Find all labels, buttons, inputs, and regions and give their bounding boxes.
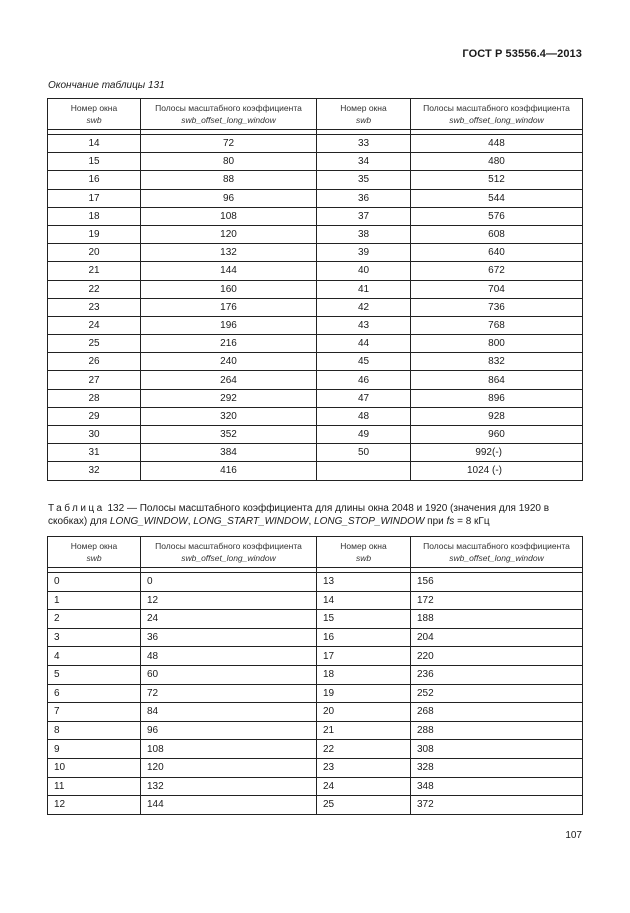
table-cell: 308 xyxy=(411,740,583,759)
table-cell: 32 xyxy=(48,462,141,480)
table-132 xyxy=(47,536,583,815)
table-cell: 23 xyxy=(48,298,141,316)
table-cell: 40 xyxy=(317,262,411,280)
table-132-caption: Таблица 132 — Полосы масштабного коэффициента для длины окна 2048 и 1920 (значения для 1920 в скобках) для LONG_WINDOW, LONG_START_WINDOW, LONG_STOP_WINDOW при fs = 8 кГц xyxy=(48,503,550,527)
table-cell: 25 xyxy=(48,335,141,353)
table-cell: 27 xyxy=(48,371,141,389)
table-cell: 172 xyxy=(411,591,583,610)
table-cell: 15 xyxy=(48,153,141,171)
table-row xyxy=(48,171,583,189)
table-cell: 768 xyxy=(411,316,583,334)
table-cell: 36 xyxy=(141,628,317,647)
table-cell: 22 xyxy=(48,280,141,298)
column-header: Номер окна swb xyxy=(48,537,141,568)
table-cell: 12 xyxy=(141,591,317,610)
table-cell: 992(-) xyxy=(411,444,583,462)
table-cell: 16 xyxy=(48,171,141,189)
table-cell: 96 xyxy=(141,721,317,740)
table-row xyxy=(48,298,583,316)
table-cell: 204 xyxy=(411,628,583,647)
table-cell: 372 xyxy=(411,796,583,815)
table-row xyxy=(48,740,583,759)
table-cell: 30 xyxy=(48,426,141,444)
table-cell: 41 xyxy=(317,280,411,298)
table-cell: 960 xyxy=(411,426,583,444)
table-131 xyxy=(47,98,583,481)
table-cell: 46 xyxy=(317,371,411,389)
column-header: Номер окна swb xyxy=(48,99,141,130)
table-cell: 144 xyxy=(141,262,317,280)
table-cell: 576 xyxy=(411,207,583,225)
table-cell: 320 xyxy=(141,407,317,425)
table-cell: 44 xyxy=(317,335,411,353)
table-cell: 34 xyxy=(317,153,411,171)
table-row xyxy=(48,665,583,684)
table-cell: 42 xyxy=(317,298,411,316)
table-cell: 896 xyxy=(411,389,583,407)
table-cell: 176 xyxy=(141,298,317,316)
table-cell: 20 xyxy=(48,244,141,262)
table-cell: 21 xyxy=(48,262,141,280)
table-cell: 24 xyxy=(317,777,411,796)
table-cell: 31 xyxy=(48,444,141,462)
table-cell: 8 xyxy=(48,721,141,740)
table-cell: 5 xyxy=(48,665,141,684)
table-cell: 33 xyxy=(317,135,411,153)
table-row xyxy=(48,335,583,353)
table-cell: 48 xyxy=(317,407,411,425)
table-cell: 25 xyxy=(317,796,411,815)
table-row xyxy=(48,796,583,815)
table-cell: 672 xyxy=(411,262,583,280)
table-cell: 26 xyxy=(48,353,141,371)
table-cell: 512 xyxy=(411,171,583,189)
table-cell: 236 xyxy=(411,665,583,684)
table-cell: 84 xyxy=(141,703,317,722)
table-cell: 108 xyxy=(141,207,317,225)
table-cell: 28 xyxy=(48,389,141,407)
table-cell: 11 xyxy=(48,777,141,796)
table-cell: 480 xyxy=(411,153,583,171)
table-cell: 132 xyxy=(141,777,317,796)
column-header: Полосы масштабного коэффициента swb_offset_long_window xyxy=(141,537,317,568)
table-row xyxy=(48,189,583,207)
column-header: Номер окна swb xyxy=(317,537,411,568)
table-cell: 43 xyxy=(317,316,411,334)
table-cell: 348 xyxy=(411,777,583,796)
table-cell: 9 xyxy=(48,740,141,759)
table-cell: 120 xyxy=(141,225,317,243)
table-row xyxy=(48,628,583,647)
table-cell xyxy=(317,462,411,480)
table-131-body xyxy=(48,130,583,481)
table-cell: 14 xyxy=(48,135,141,153)
table-131-caption: Окончание таблицы 131 xyxy=(48,80,165,91)
table-cell: 18 xyxy=(317,665,411,684)
table-cell: 800 xyxy=(411,335,583,353)
page-number: 107 xyxy=(565,830,582,841)
table-cell: 928 xyxy=(411,407,583,425)
table-cell: 36 xyxy=(317,189,411,207)
table-row xyxy=(48,389,583,407)
table-cell: 120 xyxy=(141,758,317,777)
table-cell: 252 xyxy=(411,684,583,703)
table-row xyxy=(48,758,583,777)
table-row xyxy=(48,280,583,298)
column-header: Номер окна swb xyxy=(317,99,411,130)
table-cell: 6 xyxy=(48,684,141,703)
table-cell: 23 xyxy=(317,758,411,777)
table-cell: 108 xyxy=(141,740,317,759)
table-row xyxy=(48,462,583,480)
table-cell: 20 xyxy=(317,703,411,722)
table-row xyxy=(48,244,583,262)
table-cell: 2 xyxy=(48,610,141,629)
table-cell: 17 xyxy=(317,647,411,666)
table-row xyxy=(48,591,583,610)
table-row xyxy=(48,371,583,389)
table-row xyxy=(48,573,583,592)
table-cell: 12 xyxy=(48,796,141,815)
table-cell: 240 xyxy=(141,353,317,371)
table-cell: 19 xyxy=(48,225,141,243)
table-cell: 220 xyxy=(411,647,583,666)
table-cell: 384 xyxy=(141,444,317,462)
table-cell: 60 xyxy=(141,665,317,684)
table-cell: 96 xyxy=(141,189,317,207)
document-id: ГОСТ Р 53556.4—2013 xyxy=(462,48,582,60)
table-cell: 39 xyxy=(317,244,411,262)
table-cell: 736 xyxy=(411,298,583,316)
table-cell: 608 xyxy=(411,225,583,243)
table-row xyxy=(48,610,583,629)
table-cell: 45 xyxy=(317,353,411,371)
table-cell: 88 xyxy=(141,171,317,189)
table-row xyxy=(48,407,583,425)
table-132-body xyxy=(48,568,583,815)
table-cell: 288 xyxy=(411,721,583,740)
table-row xyxy=(48,316,583,334)
table-cell: 1024 (-) xyxy=(411,462,583,480)
table-row xyxy=(48,353,583,371)
table-row xyxy=(48,647,583,666)
table-row xyxy=(48,262,583,280)
table-cell: 640 xyxy=(411,244,583,262)
table-cell: 216 xyxy=(141,335,317,353)
table-cell: 544 xyxy=(411,189,583,207)
table-cell: 35 xyxy=(317,171,411,189)
table-cell: 832 xyxy=(411,353,583,371)
table-cell: 72 xyxy=(141,684,317,703)
column-header: Полосы масштабного коэффициента swb_offset_long_window xyxy=(411,537,583,568)
table-cell: 72 xyxy=(141,135,317,153)
table-cell: 1 xyxy=(48,591,141,610)
table-cell: 47 xyxy=(317,389,411,407)
table-row xyxy=(48,444,583,462)
table-cell: 188 xyxy=(411,610,583,629)
table-cell: 10 xyxy=(48,758,141,777)
table-cell: 49 xyxy=(317,426,411,444)
table-row xyxy=(48,135,583,153)
table-cell: 268 xyxy=(411,703,583,722)
table-cell: 132 xyxy=(141,244,317,262)
table-cell: 48 xyxy=(141,647,317,666)
table-cell: 38 xyxy=(317,225,411,243)
table-row xyxy=(48,721,583,740)
table-cell: 50 xyxy=(317,444,411,462)
table-cell: 704 xyxy=(411,280,583,298)
table-cell: 29 xyxy=(48,407,141,425)
table-cell: 264 xyxy=(141,371,317,389)
table-cell: 328 xyxy=(411,758,583,777)
table-cell: 3 xyxy=(48,628,141,647)
table-cell: 15 xyxy=(317,610,411,629)
table-row xyxy=(48,703,583,722)
table-cell: 24 xyxy=(48,316,141,334)
table-row xyxy=(48,426,583,444)
table-cell: 37 xyxy=(317,207,411,225)
table-cell: 0 xyxy=(48,573,141,592)
table-cell: 14 xyxy=(317,591,411,610)
table-cell: 18 xyxy=(48,207,141,225)
column-header: Полосы масштабного коэффициента swb_offset_long_window xyxy=(141,99,317,130)
column-header: Полосы масштабного коэффициента swb_offset_long_window xyxy=(411,99,583,130)
table-cell: 416 xyxy=(141,462,317,480)
table-row xyxy=(48,684,583,703)
table-cell: 19 xyxy=(317,684,411,703)
table-row xyxy=(48,153,583,171)
table-row xyxy=(48,207,583,225)
table-cell: 4 xyxy=(48,647,141,666)
table-cell: 16 xyxy=(317,628,411,647)
table-cell: 160 xyxy=(141,280,317,298)
table-cell: 0 xyxy=(141,573,317,592)
table-cell: 7 xyxy=(48,703,141,722)
table-cell: 156 xyxy=(411,573,583,592)
table-row xyxy=(48,777,583,796)
table-cell: 24 xyxy=(141,610,317,629)
table-cell: 144 xyxy=(141,796,317,815)
table-cell: 292 xyxy=(141,389,317,407)
table-row xyxy=(48,225,583,243)
table-cell: 13 xyxy=(317,573,411,592)
table-cell: 22 xyxy=(317,740,411,759)
table-cell: 80 xyxy=(141,153,317,171)
table-cell: 196 xyxy=(141,316,317,334)
table-cell: 864 xyxy=(411,371,583,389)
table-cell: 21 xyxy=(317,721,411,740)
table-cell: 17 xyxy=(48,189,141,207)
table-cell: 352 xyxy=(141,426,317,444)
table-cell: 448 xyxy=(411,135,583,153)
